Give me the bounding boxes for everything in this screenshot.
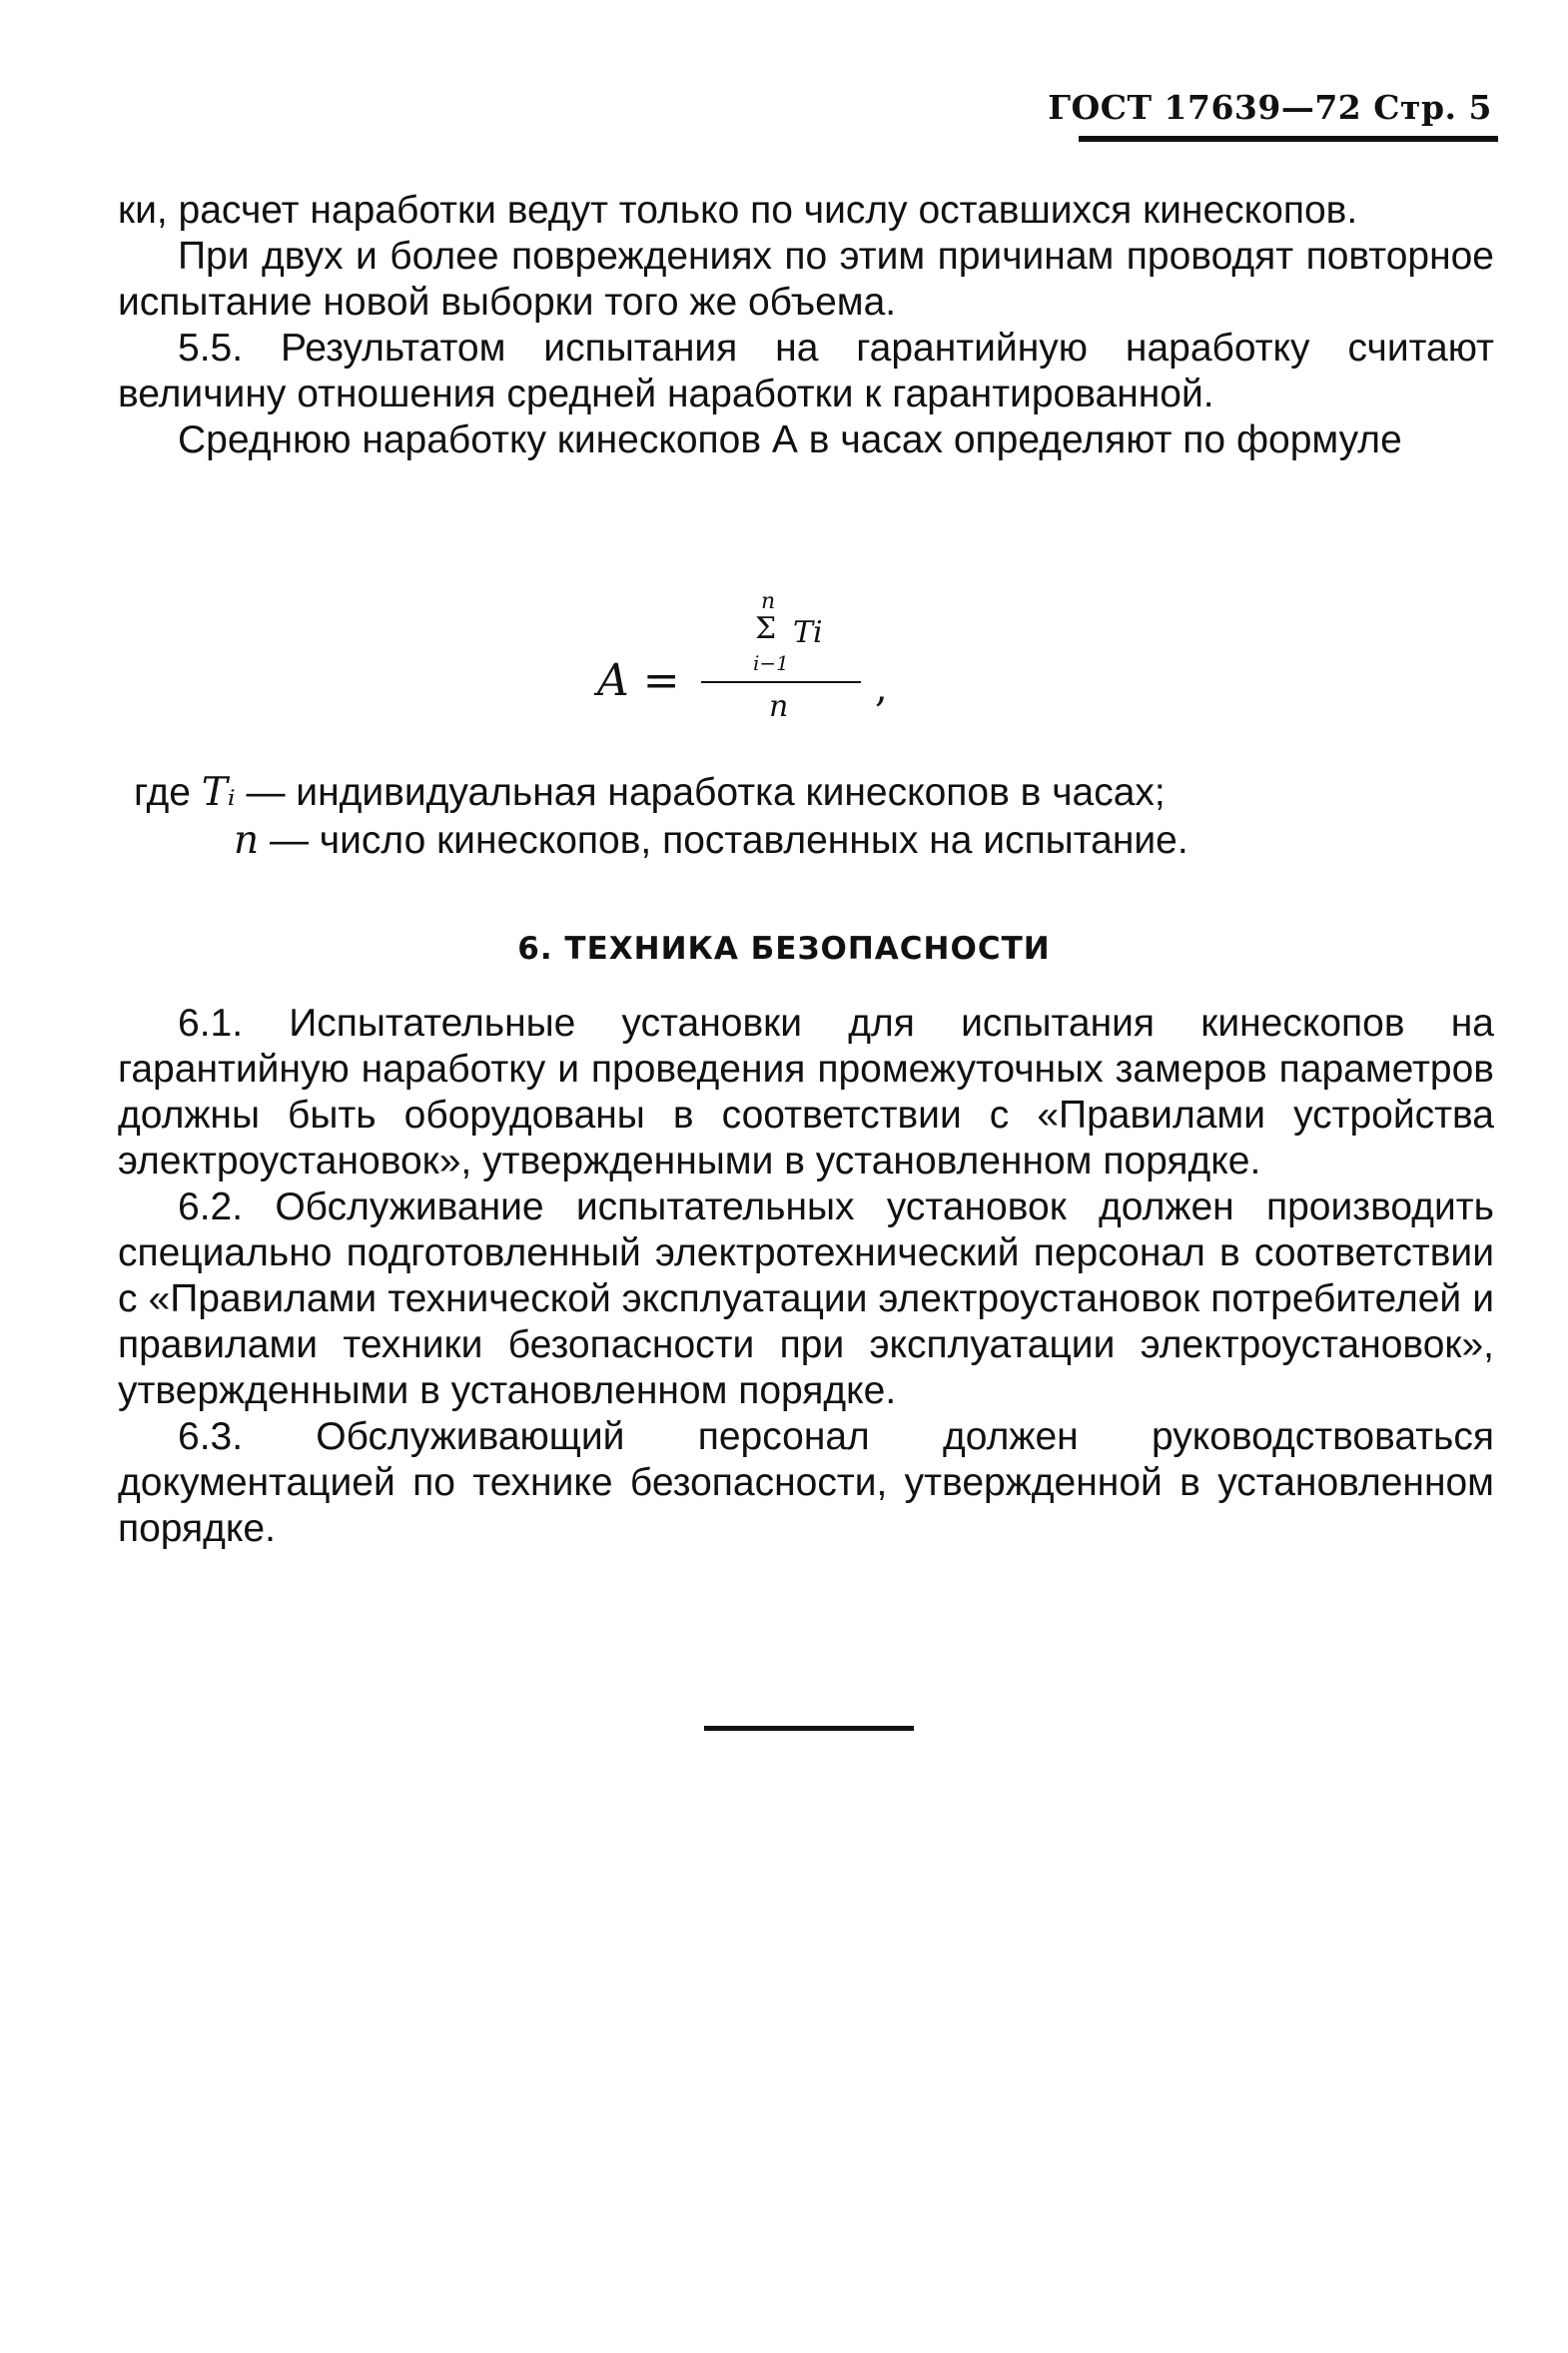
legend-dash: — [259,819,320,862]
header-rule [1079,136,1498,142]
body-top [118,188,1494,463]
page-header: ГОСТ 17639—72 Стр. 5 [1048,88,1492,127]
paragraph-6-3: 6.3. Обслуживающий персонал должен руководствоваться документацией по технике безопасности, утвержденной в установленном порядке. [118,1415,1494,1550]
paragraph-continuation: ки, расчет наработки ведут только по числу оставшихся кинескопов. [118,189,1358,232]
paragraph-repeat-test: При двух и более повреждениях по этим причинам проводят повторное испытание новой выборки того же объема. [118,235,1494,324]
legend-text: число кинескопов, поставленных на испытание. [319,819,1188,862]
paragraph-formula-intro: Среднюю наработку кинескопов А в часах определяют по формуле [178,418,1402,461]
body-section-6 [118,1001,1494,1552]
fraction-bar [701,681,861,683]
mean-operating-time-formula [597,589,927,739]
legend-prefix: где [134,771,202,814]
section-title: 6. ТЕХНИКА БЕЗОПАСНОСТИ [517,931,1051,967]
formula-comma: , [875,665,888,711]
legend-row-ti [134,769,1382,817]
formula-lhs: A = [597,655,680,706]
sum-lower-limit: i−1 [753,651,789,675]
fraction-denominator: n [769,689,789,724]
formula-fraction [701,589,861,739]
legend-symbol: n [234,818,260,863]
paragraph-5-5: 5.5. Результатом испытания на гарантийную наработку считают величину отношения средней наработки к гарантированной. [118,327,1494,415]
paragraph-6-2: 6.2. Обслуживание испытательных установок должен производить специально подготовленный электротехнический персонал в соответствии с «Правилами технической эксплуатации электроустановок потребителей и правилами техники безопасности при эксплуатации электроустановок», утвержденными в установленном порядке. [118,1185,1494,1412]
sum-upper-limit: n [761,589,776,614]
legend-text: индивидуальная наработка кинескопов в часах; [296,771,1166,814]
formula-legend [134,769,1382,865]
paragraph-6-1: 6.1. Испытательные установки для испытания кинескопов на гарантийную наработку и проведения промежуточных замеров параметров должны быть оборудованы в соответствии с «Правилами устройства электроустановок», утвержденными в установленном порядке. [118,1002,1494,1182]
sum-sign: Σ [755,611,777,646]
sum-term: Ti [793,615,823,650]
legend-dash: — [235,771,297,814]
end-rule [704,1726,914,1731]
legend-symbol: Tᵢ [201,770,236,815]
legend-row-n [134,817,1382,865]
